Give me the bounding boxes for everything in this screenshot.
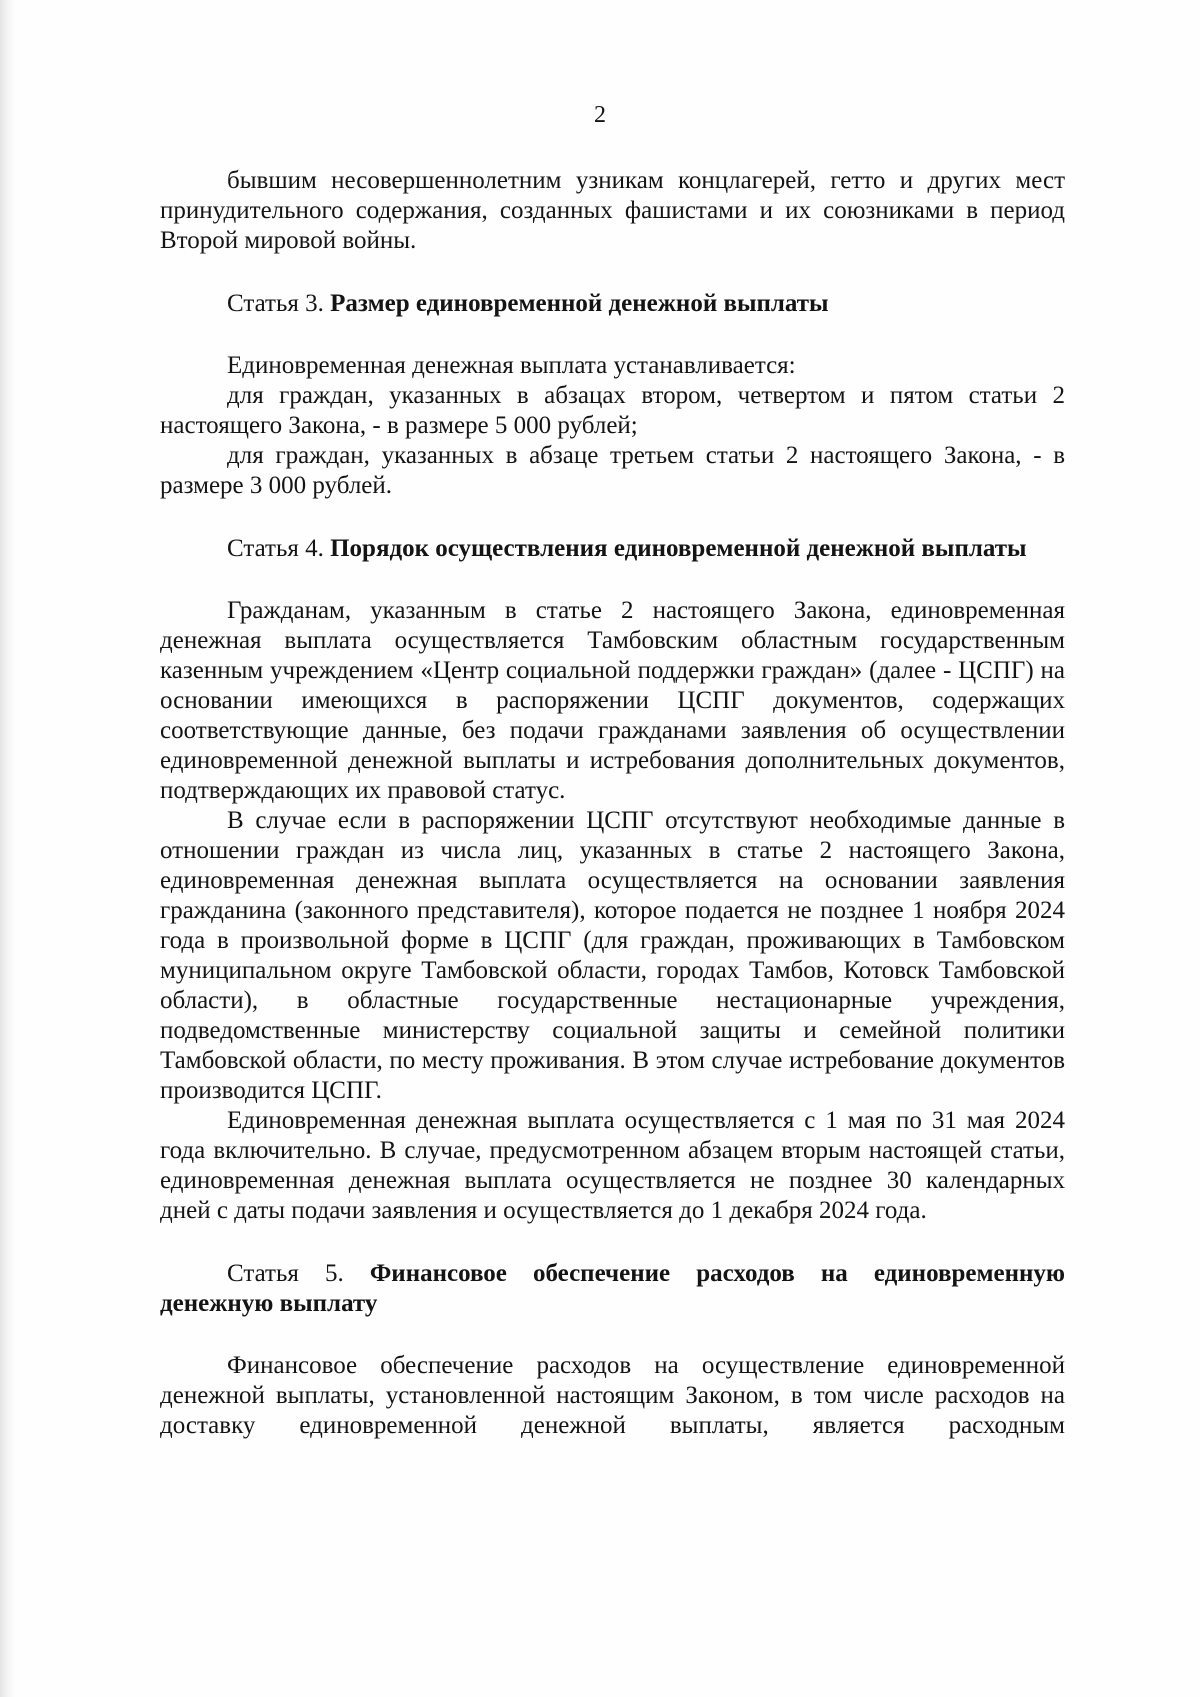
intro-paragraph: бывшим несовершеннолетним узникам концлагерей, гетто и других мест принудительного содержания, созданных фашистами и их союзниками в период Второй мировой войны.	[160, 167, 1065, 254]
article-5-heading	[160, 1259, 1065, 1319]
article-3-paragraph-2: для граждан, указанных в абзацах втором, четвертом и пятом статьи 2 настоящего Закона, - в размере 5 000 рублей;	[160, 382, 1065, 439]
article-5-paragraph-1: Финансовое обеспечение расходов на осуществление единовременной денежной выплаты, установленной настоящим Законом, в том числе расходов на доставку единовременной денежной выплаты, является расходным	[160, 1352, 1065, 1439]
article-5-title: Финансовое обеспечение расходов на единовременную денежную выплату	[160, 1260, 1066, 1317]
article-3-paragraph-3: для граждан, указанных в абзаце третьем статьи 2 настоящего Закона, - в размере 3 000 рублей.	[160, 442, 1065, 499]
document-body	[160, 166, 1065, 1441]
article-4-title: Порядок осуществления единовременной денежной выплаты	[330, 535, 1027, 562]
article-4-label: Статья 4.	[227, 535, 324, 562]
page-number: 2	[594, 102, 606, 128]
article-4-heading	[160, 534, 1065, 564]
article-3-title: Размер единовременной денежной выплаты	[330, 290, 829, 317]
article-3-heading	[160, 289, 1065, 319]
article-4-paragraph-1: Гражданам, указанным в статье 2 настоящего Закона, единовременная денежная выплата осуществляется Тамбовским областным государственным казенным учреждением «Центр социальной поддержки граждан» (далее - ЦСПГ) на основании имеющихся в распоряжении ЦСПГ документов, содержащих соответствующие данные, без подачи гражданами заявления об осуществлении единовременной денежной выплаты и истребования дополнительных документов, подтверждающих их правовой статус.	[160, 597, 1065, 804]
article-3-paragraph-1: Единовременная денежная выплата устанавливается:	[227, 352, 796, 379]
scan-edge-shadow	[0, 0, 14, 1697]
article-5-label: Статья 5.	[227, 1260, 344, 1287]
article-4-paragraph-3: Единовременная денежная выплата осуществляется с 1 мая по 31 мая 2024 года включительно. В случае, предусмотренном абзацем вторым настоящей статьи, единовременная денежная выплата осуществляется не позднее 30 календарных дней с даты подачи заявления и осуществляется до 1 декабря 2024 года.	[160, 1107, 1065, 1224]
article-4-paragraph-2: В случае если в распоряжении ЦСПГ отсутствуют необходимые данные в отношении граждан из числа лиц, указанных в статье 2 настоящего Закона, единовременная денежная выплата осуществляется на основании заявления гражданина (законного представителя), которое подается не позднее 1 ноября 2024 года в произвольной форме в ЦСПГ (для граждан, проживающих в Тамбовском муниципальном округе Тамбовской области, городах Тамбов, Котовск Тамбовской области), в областные государственные нестационарные учреждения, подведомственные министерству социальной защиты и семейной политики Тамбовской области, по месту проживания. В этом случае истребование документов производится ЦСПГ.	[160, 807, 1065, 1104]
article-3-label: Статья 3.	[227, 290, 324, 317]
